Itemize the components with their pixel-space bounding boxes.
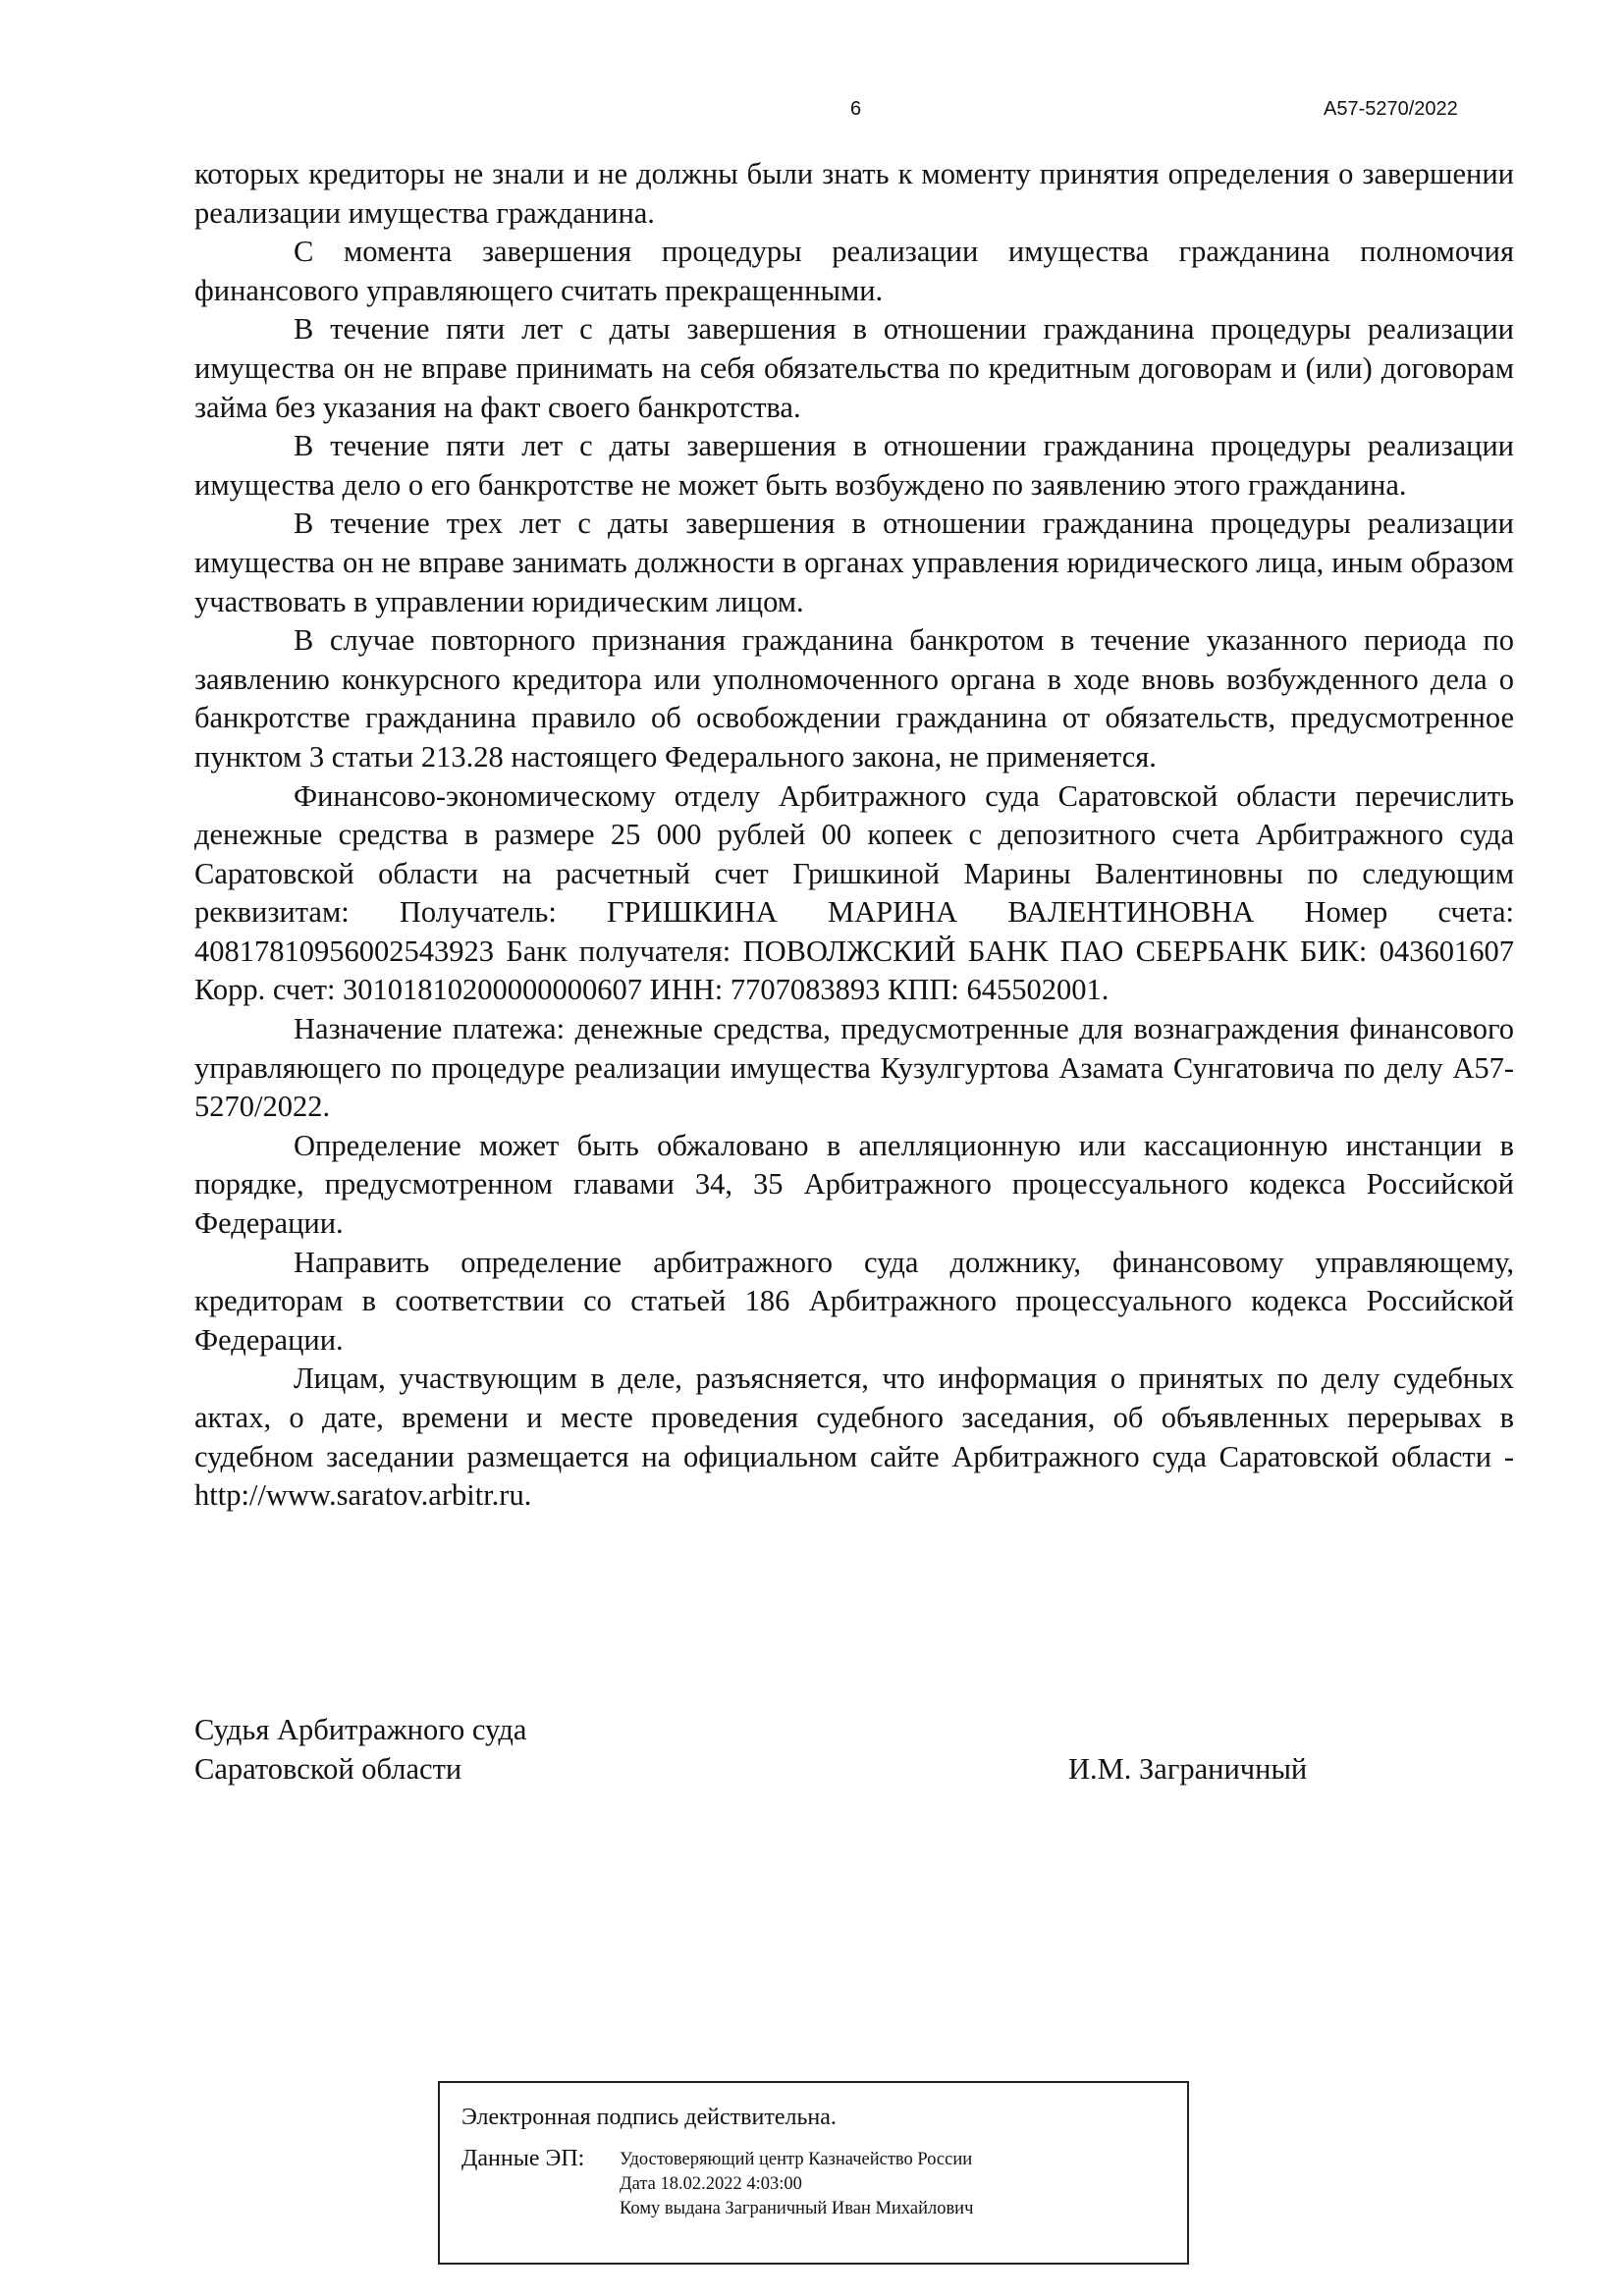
page-number: 6 [850,98,862,120]
paragraph: Определение может быть обжаловано в апелляционную или кассационную инстанции в порядке, предусмотренном главами 34, 35 Арбитражного процессуального кодекса Российской Федерации. [194,1128,1514,1241]
paragraph: С момента завершения процедуры реализации имущества гражданина полномочия финансового управляющего считать прекращенными. [194,235,1514,307]
judge-position-line1: Судья Арбитражного суда [194,1713,527,1746]
ep-stamp-issuer: Удостоверяющий центр Казначейство России [620,2150,973,2169]
judge-position-line2: Саратовской области [194,1752,462,1786]
ep-stamp-label: Данные ЭП: [461,2146,585,2171]
paragraph: Направить определение арбитражного суда должнику, финансовому управляющему, кредиторам в соответствии со статьей 186 Арбитражного процессуального кодекса Российской Федерации. [194,1245,1514,1357]
ep-stamp-title: Электронная подпись действительна. [461,2105,837,2130]
judge-name: И.М. Заграничный [1068,1752,1308,1786]
ruling-body [194,155,1514,1516]
paragraph: В течение трех лет с даты завершения в отношении гражданина процедуры реализации имущества он не вправе занимать должности в органах управления юридического лица, иным образом участвовать в управлении юридическим лицом. [194,507,1514,618]
paragraph: Лицам, участвующим в деле, разъясняется, что информация о принятых по делу судебных актах, о дате, времени и месте проведения судебного заседания, об объявленных перерывах в судебном заседании размещается на официальном сайте Арбитражного суда Саратовской области - http://www.saratov.arbitr.ru. [194,1362,1514,1513]
paragraph: В течение пяти лет с даты завершения в отношении гражданина процедуры реализации имущества он не вправе принимать на себя обязательства по кредитным договорам и (или) договорам займа без указания на факт своего банкротства. [194,312,1514,424]
case-number: А57-5270/2022 [1324,98,1458,120]
paragraph: В случае повторного признания гражданина банкротом в течение указанного периода по заявлению конкурсного кредитора или уполномоченного органа в ходе вновь возбужденного дела о банкротстве гражданина правило об освобождении гражданина от обязательств, предусмотренное пунктом 3 статьи 213.28 настоящего Федерального закона, не применяется. [194,623,1514,774]
electronic-signature-stamp [438,2081,1189,2265]
paragraph: которых кредиторы не знали и не должны были знать к моменту принятия определения о завершении реализации имущества гражданина. [194,157,1514,230]
ep-stamp-date: Дата 18.02.2022 4:03:00 [620,2174,802,2194]
signature-block [194,1710,1333,1789]
paragraph: Назначение платежа: денежные средства, предусмотренные для вознаграждения финансового управляющего по процедуре реализации имущества Кузулгуртова Азамата Сунгатовича по делу А57-5270/2022. [194,1012,1514,1124]
ep-stamp-issued-to: Кому выдана Заграничный Иван Михайлович [620,2199,974,2218]
ep-stamp-details [620,2148,973,2221]
paragraph: Финансово-экономическому отделу Арбитражного суда Саратовской области перечислить денежные средства в размере 25 000 рублей 00 копеек с депозитного счета Арбитражного суда Саратовской области на расчетный счет Гришкиной Марины Валентиновны по следующим реквизитам: Получатель: ГРИШКИНА МАРИНА ВАЛЕНТИНОВНА Номер счета: 40817810956002543923 Банк получателя: ПОВОЛЖСКИЙ БАНК ПАО СБЕРБАНК БИК: 043601607 Корр. счет: 30101810200000000607 ИНН: 7707083893 КПП: 645502001. [194,778,1514,1007]
paragraph: В течение пяти лет с даты завершения в отношении гражданина процедуры реализации имущества дело о его банкротстве не может быть возбуждено по заявлению этого гражданина. [194,429,1514,502]
